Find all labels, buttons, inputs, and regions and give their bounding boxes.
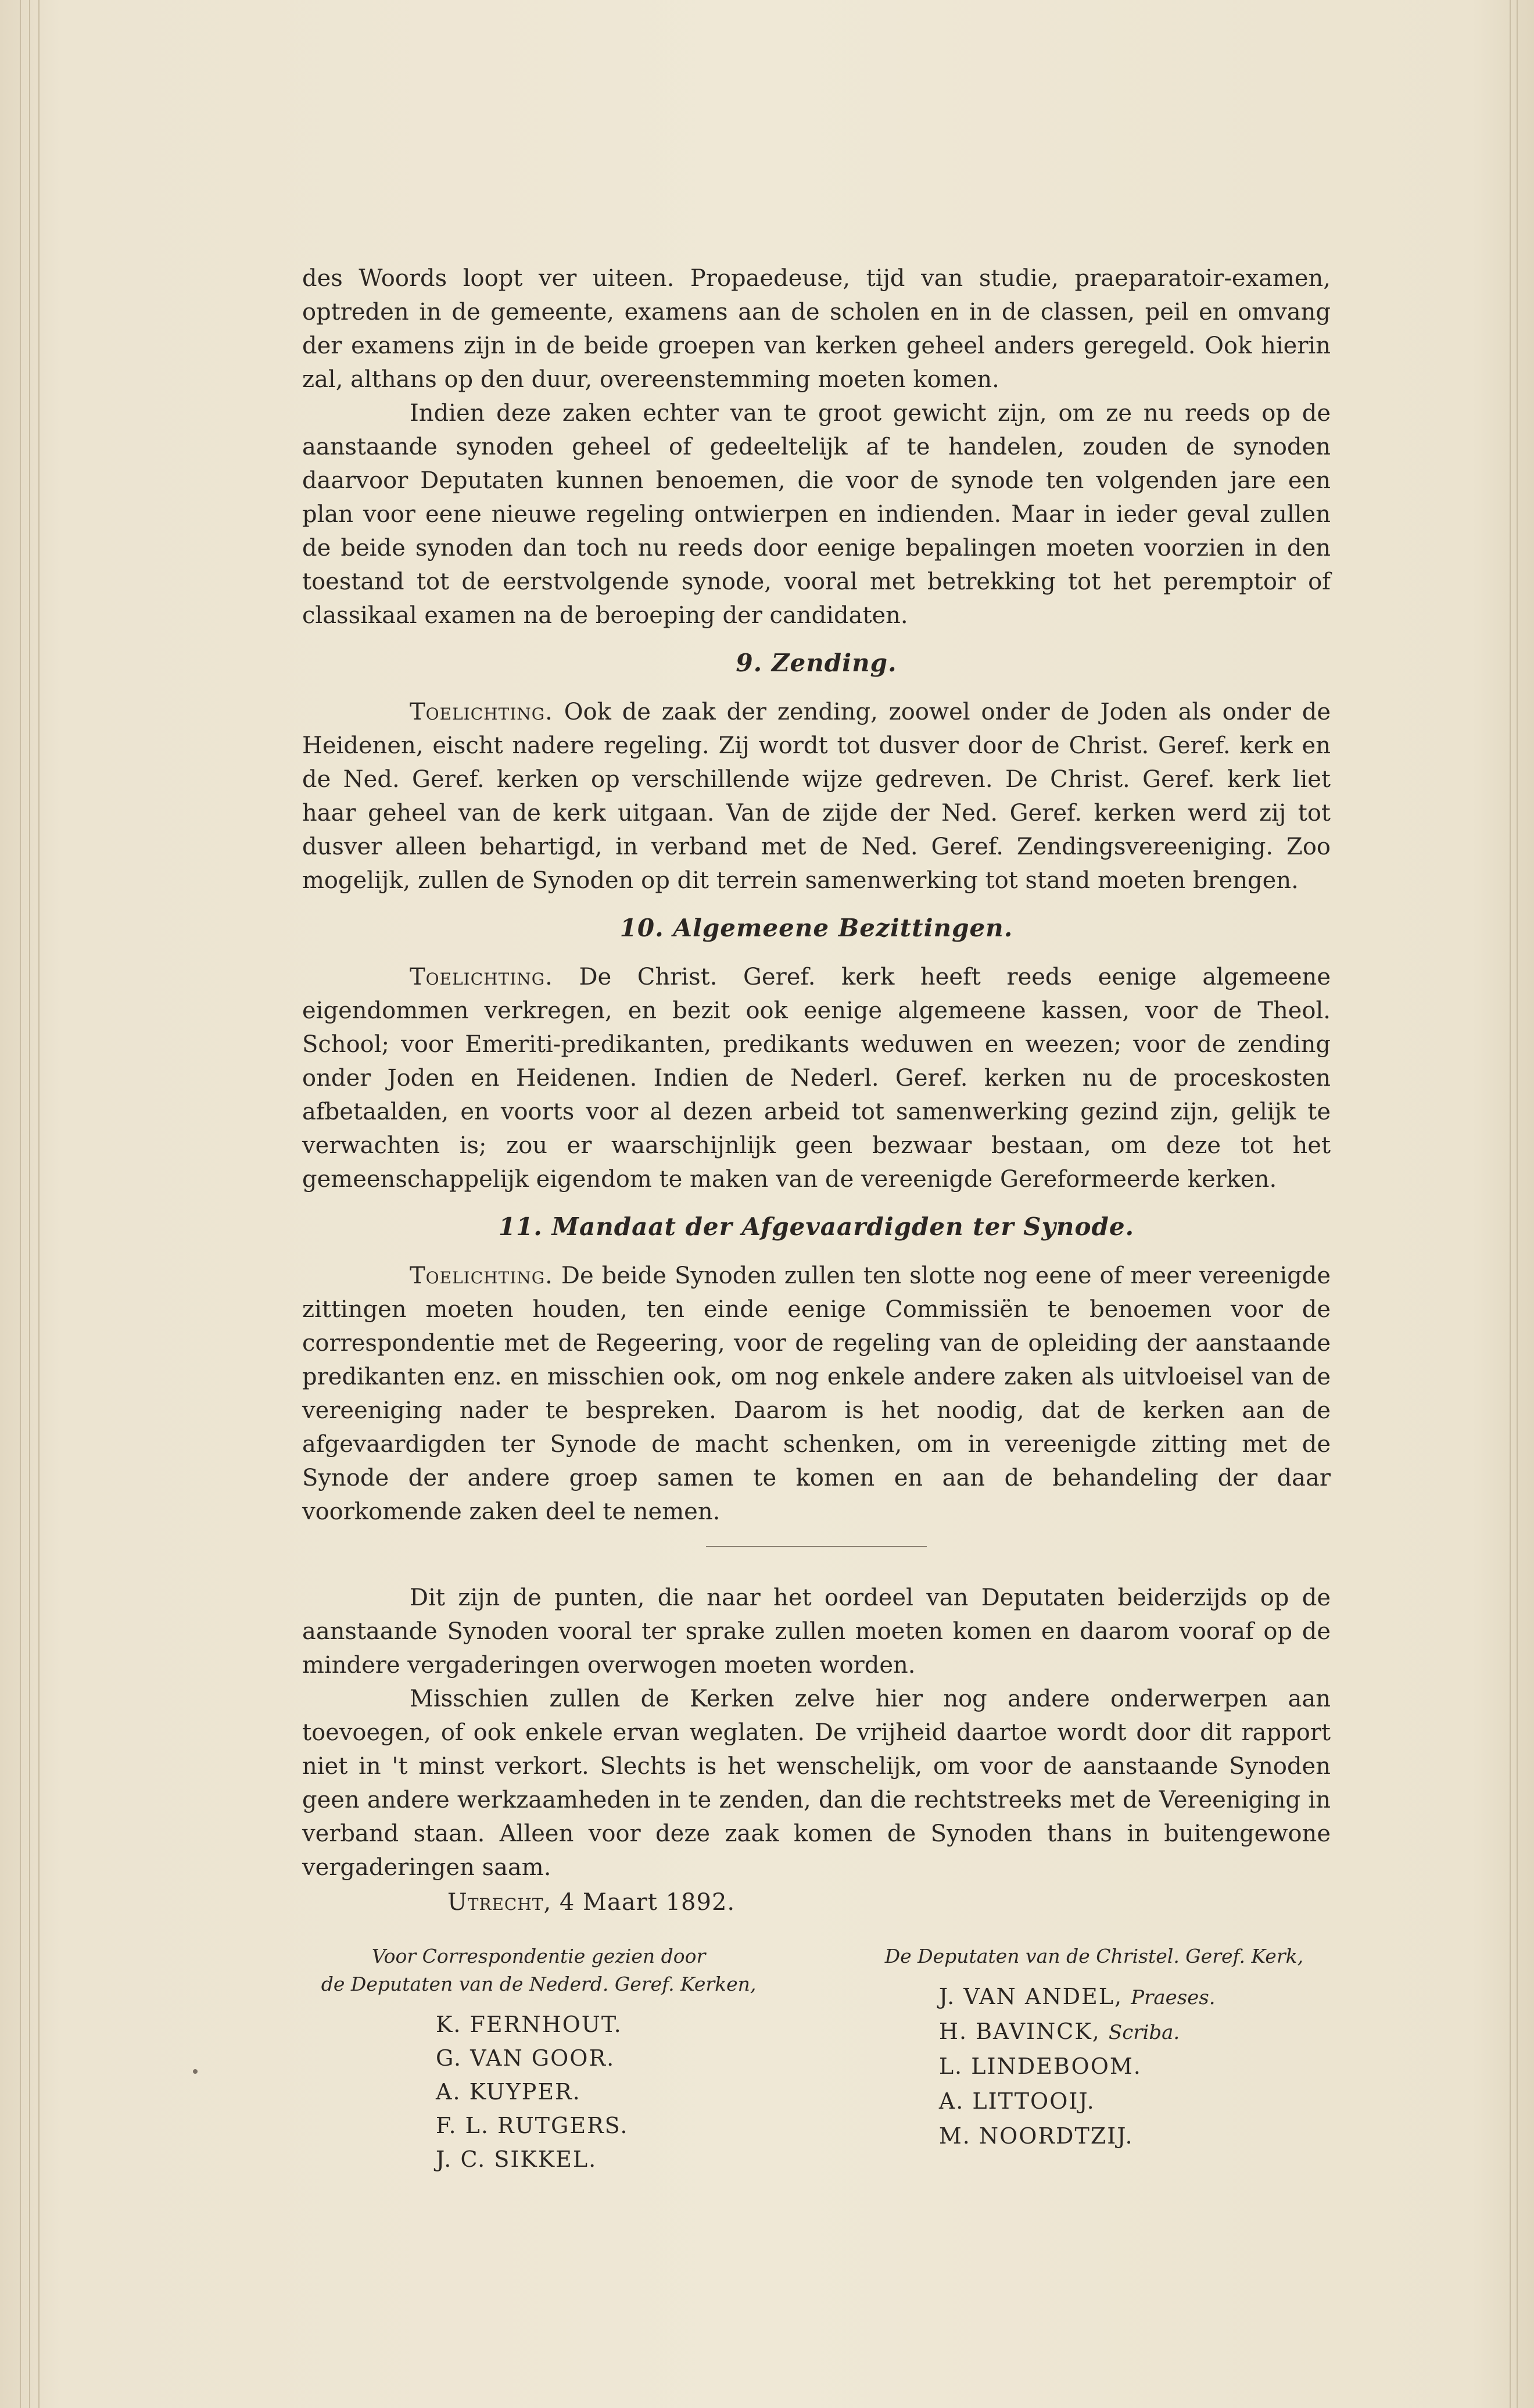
signatory-role: Scriba.	[1108, 2021, 1180, 2044]
signatory-name: J. C. SIKKEL.	[436, 2146, 597, 2172]
signatory-name-text: M. NOORDTZIJ.	[938, 2123, 1134, 2149]
divider-rule	[706, 1546, 927, 1547]
section-10-body: De Christ. Geref. kerk heeft reeds eenige algemeene eigendommen verkregen, en bezit ook eenige algemeene kassen, voor de Theol. School; voor Emeriti-predikanten, predikants weduwen en weezen; voor de zending onder Joden en Heidenen. Indien de Nederl. Geref. kerken nu de proceskosten afbetaalden, en voorts voor al dezen arbeid tot samenwerking gezind zijn, gelijk te verwachten is; zou er waarschijnlijk geen bezwaar bestaan, om deze tot het gemeenschappelijk eigendom te maken van de vereenigde Gereformeerde kerken.	[302, 964, 1331, 1193]
paragraph-intro-1: des Woords loopt ver uiteen. Propaedeuse, tijd van studie, praeparatoir-examen, optreden in de gemeente, examens aan de scholen en in de classen, peil en omvang der examens zijn in de beide groepen van kerken geheel anders geregeld. Ook hierin zal, althans op den duur, overeenstemming moeten komen.	[302, 265, 1331, 393]
signatory-name	[939, 1980, 1331, 2015]
toelichting-label: Toelichting.	[410, 699, 553, 725]
signatory-name	[939, 2049, 1331, 2084]
closing-paragraph-2: Misschien zullen de Kerken zelve hier nog andere onderwerpen aan toevoegen, of ook enkele ervan weglaten. De vrijheid daartoe wordt door dit rapport niet in 't minst verkort. Slechts is het wenschelijk, om voor de aanstaande Synoden geen andere werkzaamheden in te zenden, dan die rechtstreeks met de Vereeniging in verband staan. Alleen voor deze zaak komen de Synoden thans in buitengewone vergaderingen saam.	[302, 1686, 1331, 1881]
signatory-name: K. FERNHOUT.	[436, 2012, 622, 2037]
section-9-text	[302, 695, 1331, 897]
document-body	[302, 262, 1331, 2176]
signatory-name: A. KUYPER.	[436, 2079, 581, 2105]
paper-edge-line	[38, 0, 40, 2408]
signatory-name	[939, 2015, 1331, 2049]
paper-edge-line	[1510, 0, 1511, 2408]
section-9-heading: 9. Zending.	[736, 649, 897, 677]
signatory-name: G. VAN GOOR.	[436, 2045, 615, 2071]
ink-spot	[193, 2069, 198, 2074]
section-9-body: Ook de zaak der zending, zoowel onder de Joden als onder de Heidenen, eischt nadere regeling. Zij wordt tot dusver door de Christ. Geref. kerk en de Ned. Geref. kerken op verschillende wijze gedreven. De Christ. Geref. kerk liet haar geheel van de kerk uitgaan. Van de zijde der Ned. Geref. kerken werd zij tot dusver alleen behartigd, in verband met de Ned. Geref. Zendingsvereeniging. Zoo mogelijk, zullen de Synoden op dit terrein samenwerking tot stand moeten brengen.	[302, 699, 1331, 894]
paragraph-intro-2: Indien deze zaken echter van te groot gewicht zijn, om ze nu reeds op de aanstaande synoden geheel of gedeeltelijk af te handelen, zouden de synoden daarvoor Deputaten kunnen benoemen, die voor de synode ten volgenden jare een plan voor eene nieuwe regeling ontwierpen en indienden. Maar in ieder geval zullen de beide synoden dan toch nu reeds door eenige bepalingen moeten voorzien in den toestand tot de eerstvolgende synode, vooral met betrekking tot het peremptoir of classikaal examen na de beroeping der candidaten.	[302, 400, 1331, 629]
signature-block	[302, 1942, 1331, 2176]
right-signature-title: De Deputaten van de Christel. Geref. Kerk,	[884, 1945, 1304, 1967]
signatory-name	[939, 2119, 1331, 2154]
signature-column-right	[858, 1942, 1331, 2176]
paper-edge-line	[29, 0, 30, 2408]
section-10-heading: 10. Algemeene Bezittingen.	[619, 914, 1013, 942]
date-line	[447, 1885, 1331, 1919]
paper-edge-line	[1517, 0, 1518, 2408]
section-11-body: De beide Synoden zullen ten slotte nog eene of meer vereenigde zittingen moeten houden, ten einde eenige Commissiën te benoemen voor de correspondentie met de Regeering, voor de regeling van de opleiding der aanstaande predikanten enz. en misschien ook, om nog enkele andere zaken als uitvloeisel van de vereeniging nader te bespreken. Daarom is het noodig, dat de kerken aan de afgevaardigden ter Synode de macht schenken, om in vereenigde zitting met de Synode der andere groep samen te komen en aan de behandeling der daar voorkomende zaken deel te nemen.	[302, 1262, 1331, 1525]
paper-edge-line	[20, 0, 21, 2408]
signatory-name	[939, 2084, 1331, 2119]
signatory-name: F. L. RUTGERS.	[436, 2113, 629, 2138]
signatory-name-text: J. VAN ANDEL,	[938, 1984, 1131, 2009]
toelichting-label: Toelichting.	[410, 964, 553, 990]
toelichting-label: Toelichting.	[410, 1262, 553, 1289]
section-11-heading: 11. Mandaat der Afgevaardigden ter Synode.	[498, 1212, 1135, 1241]
left-signature-title-2: de Deputaten van de Nederd. Geref. Kerken,	[321, 1973, 757, 1995]
signatory-name-text: A. LITTOOIJ.	[938, 2088, 1095, 2114]
right-signature-names	[858, 1980, 1331, 2154]
left-signature-names	[302, 2008, 775, 2176]
signature-column-left	[302, 1942, 775, 2176]
date-text: , 4 Maart 1892.	[543, 1889, 736, 1916]
left-signature-title-1: Voor Correspondentie gezien door	[371, 1945, 706, 1967]
section-10-text	[302, 960, 1331, 1196]
signatory-name-text: H. BAVINCK,	[938, 2019, 1109, 2044]
signatory-role: Praeses.	[1131, 1986, 1216, 2009]
closing-paragraph-1: Dit zijn de punten, die naar het oordeel van Deputaten beiderzijds op de aanstaande Synoden vooral ter sprake zullen moeten komen en daarom vooraf op de mindere vergaderingen overwogen moeten worden.	[302, 1584, 1331, 1679]
signatory-name-text: L. LINDEBOOM.	[938, 2053, 1142, 2079]
section-11-text	[302, 1259, 1331, 1529]
date-place: Utrecht	[447, 1889, 544, 1916]
